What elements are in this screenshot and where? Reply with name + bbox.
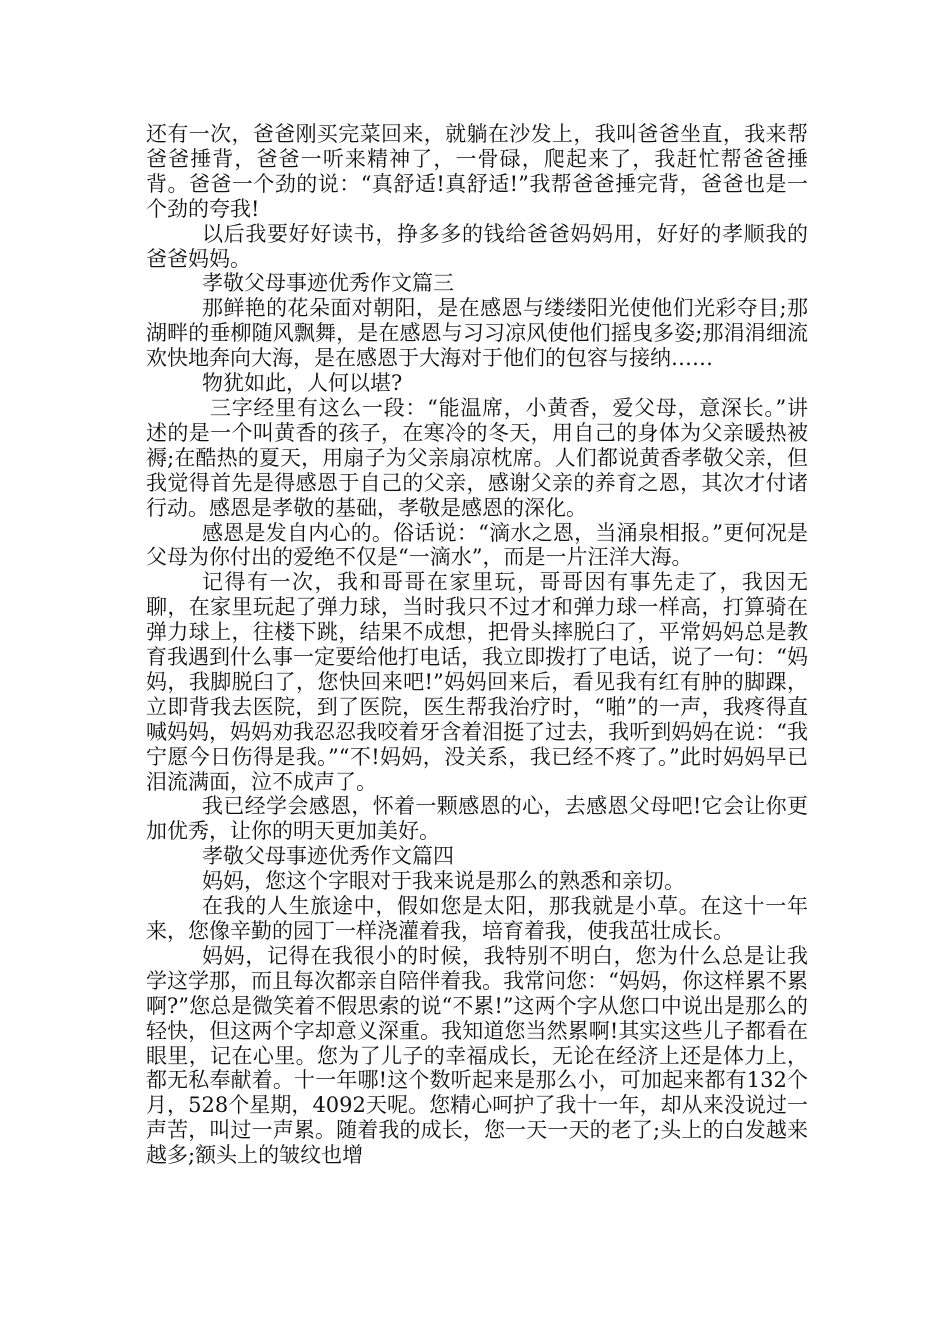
paragraph-bouncy-ball-story: 记得有一次，我和哥哥在家里玩，哥哥因有事先走了，我因无聊，在家里玩起了弹力球，当时我只不过才和弹力球一样高，打算骑在弹力球上，往楼下跳，结果不成想，把骨头摔脱臼了，平常妈妈总是教育我遇到什么事一定要给他打电话，我立即拨打了电话，说了一句：“妈妈，我脚脱臼了，您快回来吧!”妈妈回来后，看见我有红有肿的脚踝，立即背我去医院，到了医院，医生帮我治疗时，“啪”的一声，我疼得直喊妈妈，妈妈劝我忍忍我咬着牙含着泪挺了过去，我听到妈妈在说：“我宁愿今日伤得是我。”“不!妈妈，没关系，我已经不疼了。”此时妈妈早已泪流满面，泣不成声了。 xyxy=(146,570,808,794)
paragraph-mother-word: 妈妈，您这个字眼对于我来说是那么的熟悉和亲切。 xyxy=(202,869,685,894)
section-heading-part-four: 孝敬父母事迹优秀作文篇四 xyxy=(202,844,454,869)
paragraph-flowers-gratitude: 那鲜艳的花朵面对朝阳，是在感恩与缕缕阳光使他们光彩夺目;那湖畔的垂柳随风飘舞，是在感恩与习习凉风使他们摇曳多姿;那涓涓细流欢快地奔向大海，是在感恩于大海对于他们的包容与接纳…… xyxy=(146,296,808,371)
paragraph-gratitude-from-heart: 感恩是发自内心的。俗话说：“滴水之恩，当涌泉相报。”更何况是父母为你付出的爱绝不仅是“一滴水”，而是一片汪洋大海。 xyxy=(146,520,808,570)
paragraph-rhetorical-question: 物犹如此，人何以堪? xyxy=(202,371,403,396)
document-body xyxy=(146,122,808,1168)
paragraph-sun-and-grass: 在我的人生旅途中，假如您是太阳，那我就是小草。在这十一年来，您像辛勤的园丁一样浇灌着我，培育着我，使我茁壮成长。 xyxy=(146,894,808,943)
section-heading-part-three: 孝敬父母事迹优秀作文篇三 xyxy=(202,271,454,296)
paragraph-future-plan: 以后我要好好读书，挣多多的钱给爸爸妈妈用，好好的孝顺我的爸爸妈妈。 xyxy=(146,221,808,271)
paragraph-back-massage: 还有一次，爸爸刚买完菜回来，就躺在沙发上，我叫爸爸坐直，我来帮爸爸捶背，爸爸一听来精神了，一骨碌，爬起来了，我赶忙帮爸爸捶背。爸爸一个劲的说：“真舒适!真舒适!”我帮爸爸捶完背，爸爸也是一个劲的夸我! xyxy=(146,122,808,221)
paragraph-learned-gratitude: 我已经学会感恩，怀着一颗感恩的心，去感恩父母吧!它会让你更加优秀，让你的明天更加美好。 xyxy=(146,794,808,844)
paragraph-mother-care: 妈妈，记得在我很小的时候，我特别不明白，您为什么总是让我学这学那，而且每次都亲自陪伴着我。我常问您：“妈妈，你这样累不累啊?”您总是微笑着不假思索的说“不累!”这两个字从您口中说出是那么的轻快，但这两个字却意义深重。我知道您当然累啊!其实这些儿子都看在眼里，记在心里。您为了儿子的幸福成长，无论在经济上还是体力上，都无私奉献着。十一年哪!这个数听起来是那么小，可加起来都有132个月，528个星期，4092天呢。您精心呵护了我十一年，却从来没说过一声苦，叫过一声累。随着我的成长，您一天一天的老了;头上的白发越来越多;额头上的皱纹也增 xyxy=(146,943,808,1168)
paragraph-huang-xiang: 三字经里有这么一段：“能温席，小黄香，爱父母，意深长。”讲述的是一个叫黄香的孩子，在寒冷的冬天，用自己的身体为父亲暖热被褥;在酷热的夏天，用扇子为父亲扇凉枕席。人们都说黄香孝敬父亲，但我觉得首先是得感恩于自己的父亲，感谢父亲的养育之恩，其次才付诸行动。感恩是孝敬的基础，孝敬是感恩的深化。 xyxy=(146,395,808,520)
